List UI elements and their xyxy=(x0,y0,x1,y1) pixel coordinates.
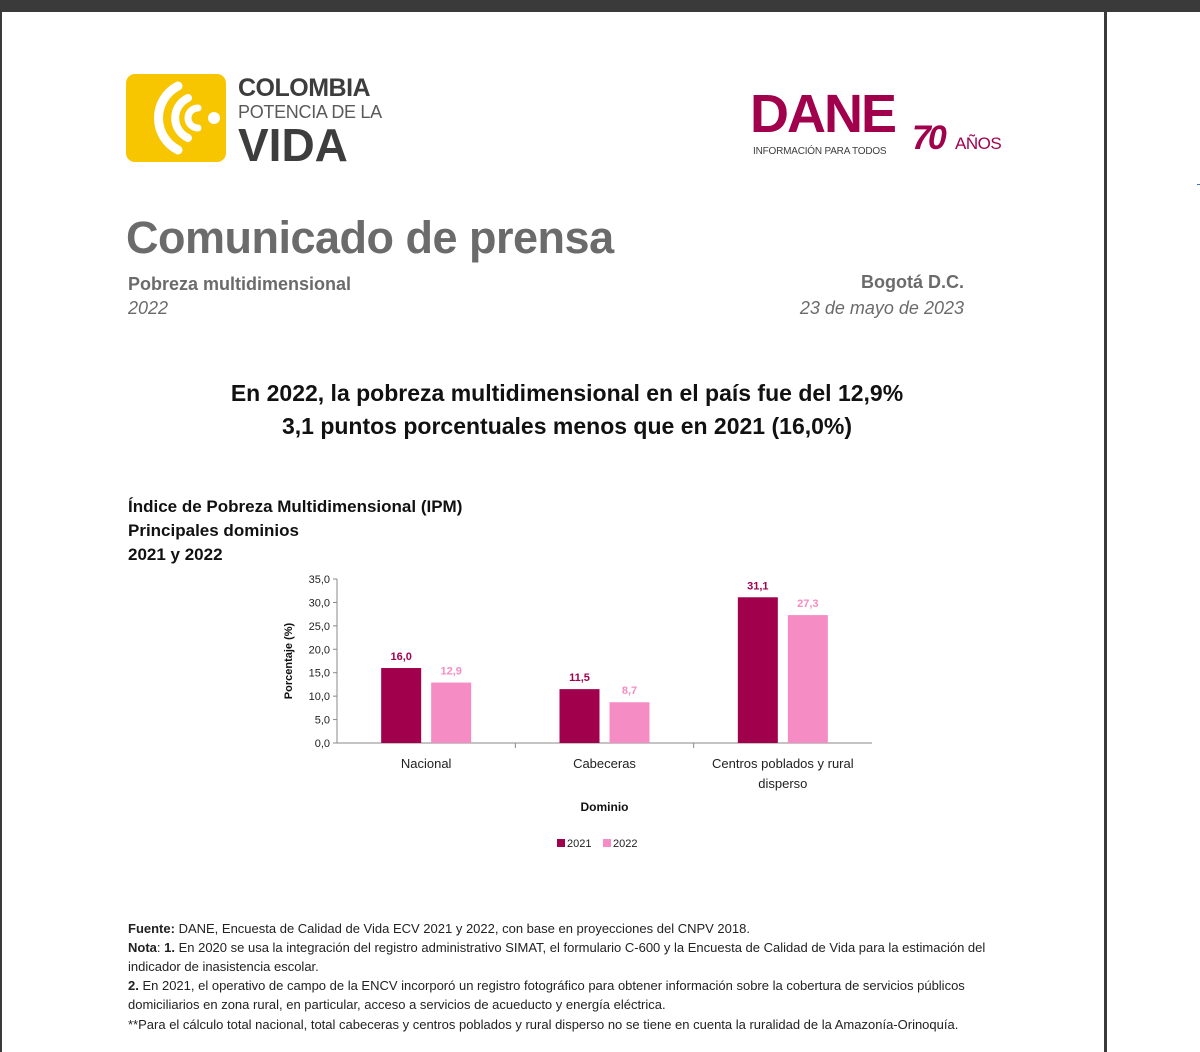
publication-year: 2022 xyxy=(128,298,169,318)
chart-heading-line-2: Principales dominios xyxy=(128,521,299,540)
data-label-2021: 11,5 xyxy=(569,672,590,685)
bar-2021 xyxy=(560,689,600,743)
bar-2022 xyxy=(610,702,650,743)
dane-tagline: INFORMACIÓN PARA TODOS xyxy=(753,146,887,157)
headline-line-1: En 2022, la pobreza multidimensional en el país fue del 12,9% xyxy=(230,380,904,406)
colombia-signal-logo-icon xyxy=(126,74,226,162)
legend-swatch-2022 xyxy=(603,839,611,847)
headline-line-2: 3,1 puntos porcentuales menos que en 2021 (16,0%) xyxy=(281,413,853,439)
note-1-text: En 2020 se usa la integración del registro administrativo SIMAT, el formulario C-600 y la Encuesta de Calidad de Vida para la estimación del indicador de inasistencia escolar. xyxy=(128,940,986,974)
data-label-2022: 8,7 xyxy=(621,685,638,698)
logo-line-vida: VIDA xyxy=(238,119,348,171)
y-tick-label: 15,0 xyxy=(308,667,330,680)
data-label-2021: 16,0 xyxy=(390,651,412,664)
dane-wordmark: DANE xyxy=(750,84,896,144)
dane-anniversary-number: 70 xyxy=(912,119,944,157)
logo-line-potencia: POTENCIA DE LA xyxy=(238,102,382,122)
y-axis-title: Porcentaje (%) xyxy=(283,622,295,700)
data-label-2022: 12,9 xyxy=(440,665,462,678)
bar-2021 xyxy=(381,668,421,743)
footer-note-3: **Para el cálculo total nacional, total cabeceras y centros poblados y rural disperso no se tiene en cuenta la ruralidad de la Amazonía-Orinoquía. xyxy=(128,1017,959,1032)
x-category-label: Nacional xyxy=(400,756,452,771)
note-2-text: En 2021, el operativo de campo de la ENCV incorporó un registro fotográfico para obtener información sobre la cobertura de servicios públicos domiciliarios en zona rural, en particular, acceso a servicios de acueducto y energía eléctrica. xyxy=(128,978,965,1012)
data-label-2021: 31,1 xyxy=(747,580,769,593)
y-tick-label: 30,0 xyxy=(308,597,330,610)
y-tick-label: 0,0 xyxy=(314,738,330,750)
chart-heading-line-3: 2021 y 2022 xyxy=(128,545,223,564)
y-tick-label: 35,0 xyxy=(308,574,330,586)
footer-note-1: Nota: 1. En 2020 se usa la integración del registro administrativo SIMAT, el formulario C-600 y la Encuesta de Calidad de Vida para la estimación del indicador de inasistencia escolar. xyxy=(128,940,986,974)
y-tick-label: 20,0 xyxy=(308,644,330,657)
y-tick-label: 25,0 xyxy=(308,620,330,633)
city: Bogotá D.C. xyxy=(861,272,964,292)
y-tick-label: 5,0 xyxy=(314,714,330,727)
y-tick-label: 10,0 xyxy=(308,691,330,704)
note-label: Nota xyxy=(128,940,157,955)
note-1-number: 1. xyxy=(164,940,175,955)
legend-label-2022: 2022 xyxy=(613,838,638,850)
logo-line-colombia: COLOMBIA xyxy=(238,74,371,102)
bar-2021 xyxy=(738,597,778,743)
dane-logo xyxy=(750,84,1010,170)
note-2-number: 2. xyxy=(128,978,139,993)
data-label-2022: 27,3 xyxy=(797,598,819,611)
x-category-label: Cabeceras xyxy=(573,756,636,771)
x-axis-title: Dominio xyxy=(580,800,629,814)
bar-2022 xyxy=(431,683,471,743)
publication-date: 23 de mayo de 2023 xyxy=(799,298,964,318)
page-title: Comunicado de prensa xyxy=(126,212,614,263)
dane-anniversary-word: AÑOS xyxy=(955,134,1002,153)
document-page xyxy=(2,12,1104,1052)
colombia-potencia-de-la-vida-logo xyxy=(126,74,386,174)
page-subtitle: Pobreza multidimensional xyxy=(128,274,352,294)
ipm-bar-chart xyxy=(272,567,892,867)
source-text: DANE, Encuesta de Calidad de Vida ECV 2021 y 2022, con base en proyecciones del CNPV 2018. xyxy=(174,921,750,936)
legend-label-2021: 2021 xyxy=(567,838,592,850)
x-category-label: Centros poblados y rural xyxy=(712,756,854,771)
chart-heading-line-1: Índice de Pobreza Multidimensional (IPM) xyxy=(128,497,463,516)
legend-swatch-2021 xyxy=(557,839,565,847)
source-label: Fuente: xyxy=(128,921,175,936)
adjacent-page-strip xyxy=(1107,12,1200,1052)
x-category-label: disperso xyxy=(758,776,808,791)
footer-note-2 xyxy=(128,976,1008,1014)
bar-2022 xyxy=(788,615,828,743)
footer-source xyxy=(128,919,1008,938)
